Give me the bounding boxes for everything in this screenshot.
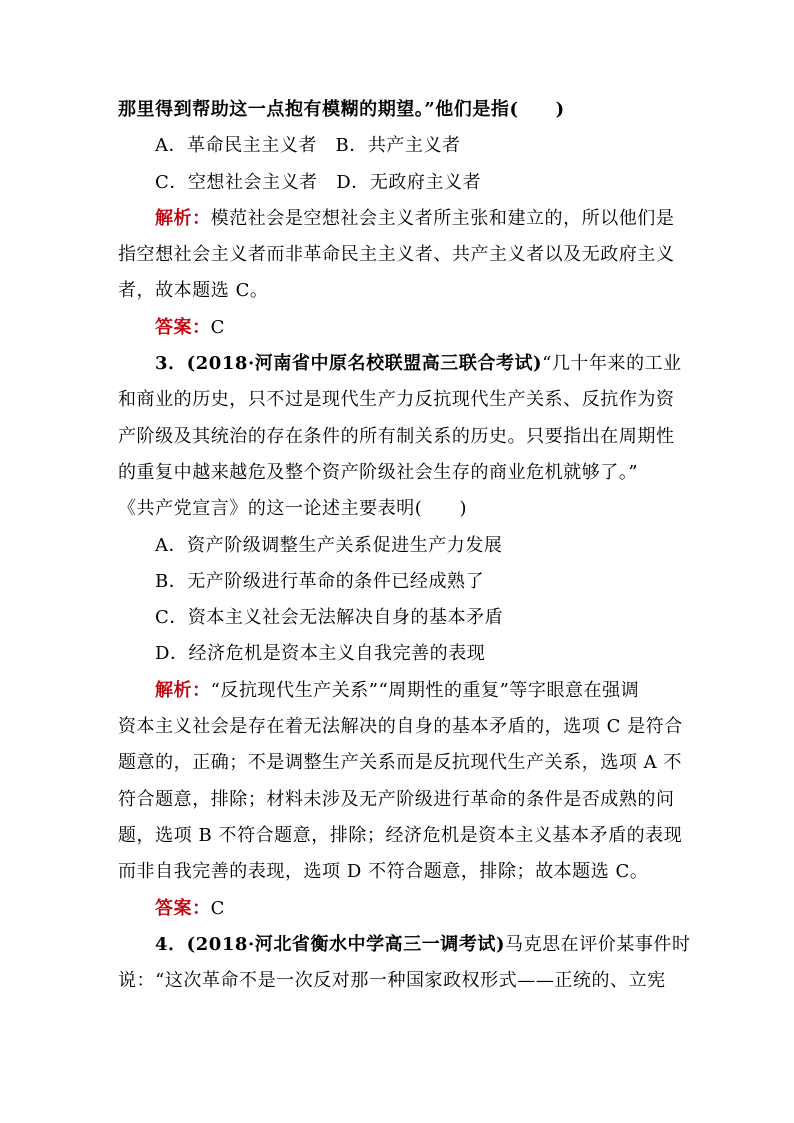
q3-analysis-line-6: 而非自我完善的表现，选项 D 不符合题意，排除；故本题选 C。 (118, 861, 649, 883)
q4-stem-line-2: 说：“这次革命不是一次反对那一种国家政权形式——正统的、立宪 (118, 970, 666, 992)
q2-option-d: D．无政府主义者 (336, 171, 482, 193)
q2-answer (118, 310, 678, 346)
q3-stem-line-4: 的重复中越来越危及整个资产阶级社会生存的商业危机就够了。” (118, 461, 639, 483)
q3-answer (118, 891, 678, 927)
q2-options-ab (118, 128, 678, 164)
q3-analysis-line-1: 解析：“反抗现代生产关系”“周期性的重复”等字眼意在强调 (155, 679, 640, 701)
q2-analysis-label: 解析： (155, 207, 211, 229)
q3-source: 3．(2018·河南省中原名校联盟高三联合考试) (155, 353, 543, 375)
q2-analysis-line-3: 者，故本题选 C。 (118, 280, 269, 302)
q3-analysis-label: 解析： (155, 679, 211, 701)
q3-analysis-line-5: 题，选项 B 不符合题意，排除；经济危机是资本主义基本矛盾的表现 (118, 824, 683, 846)
q3-option-d: D．经济危机是资本主义自我完善的表现 (155, 643, 486, 665)
document-page (118, 92, 691, 999)
q2-option-a: A．革命民主主义者 (155, 135, 317, 157)
q3-stem-line-3: 产阶级及其统治的存在条件的所有制关系的历史。只要指出在周期性 (118, 425, 675, 447)
q2-analysis-line-2: 指空想社会主义者而非革命民主主义者、共产主义者以及无政府主义 (118, 244, 675, 266)
q2-options-cd (118, 165, 678, 201)
q2-answer-label: 答案： (155, 316, 211, 338)
q3-answer-label: 答案： (155, 897, 211, 919)
q3-option-a: A．资产阶级调整生产关系促进生产力发展 (155, 534, 503, 556)
q3-option-c: C．资本主义社会无法解决自身的基本矛盾 (155, 607, 504, 629)
q3-analysis-line-3: 题意的，正确；不是调整生产关系而是反抗现代生产关系，选项 A 不 (118, 752, 683, 774)
q3-analysis-line-4: 符合题意，排除；材料未涉及无产阶级进行革命的条件是否成熟的问 (118, 788, 675, 810)
q3-stem-line-1: 3．(2018·河南省中原名校联盟高三联合考试)“几十年来的工业 (155, 353, 682, 375)
q2-analysis-line-1: 解析：模范社会是空想社会主义者所主张和建立的，所以他们是 (155, 207, 675, 229)
q2-answer-value: C (210, 316, 225, 338)
q2-option-c: C．空想社会主义者 (155, 171, 318, 193)
q2-option-b: B．共产主义者 (335, 135, 461, 157)
q2-stem-tail: 那里得到帮助这一点抱有模糊的期望。”他们是指( ) (118, 99, 565, 120)
q3-answer-value: C (210, 897, 225, 919)
q4-source: 4．(2018·河北省衡水中学高三一调考试) (155, 933, 506, 955)
q3-stem-line-5: 《共产党宣言》的这一论述主要表明( ) (118, 498, 468, 520)
q3-analysis-line-2: 资本主义社会是存在着无法解决的自身的基本矛盾的，选项 C 是符合 (118, 716, 683, 738)
q3-stem-line-2: 和商业的历史，只不过是现代生产力反抗现代生产关系、反抗作为资 (118, 389, 675, 411)
q4-stem-line-1: 4．(2018·河北省衡水中学高三一调考试)马克思在评价某事件时 (155, 933, 691, 955)
q3-option-b: B．无产阶级进行革命的条件已经成熟了 (155, 570, 485, 592)
